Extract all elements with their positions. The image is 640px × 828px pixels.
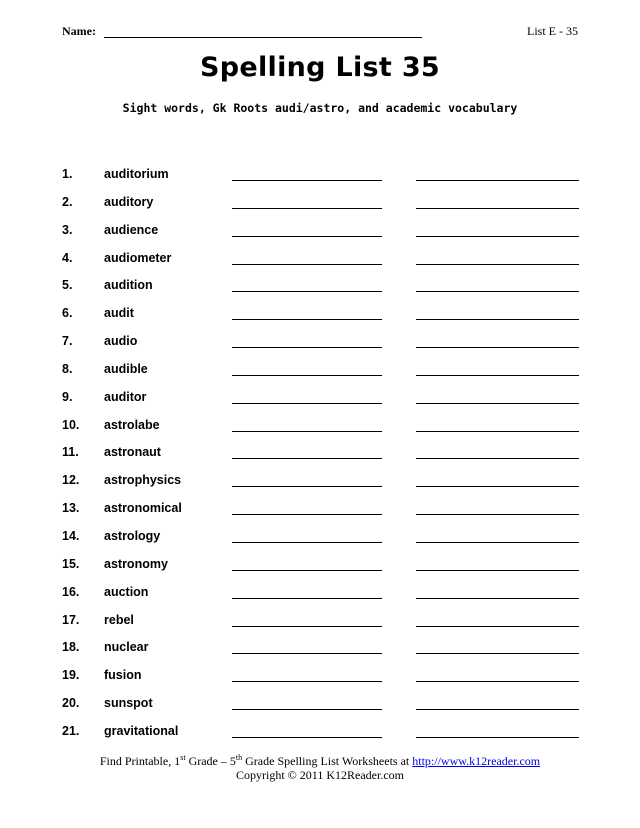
spelling-word: auditorium xyxy=(104,167,169,181)
word-number: 17. xyxy=(62,612,80,627)
list-id: List E - 35 xyxy=(527,24,578,38)
practice-line-1 xyxy=(232,375,382,376)
practice-line-2 xyxy=(416,486,579,487)
name-blank-line xyxy=(104,37,422,38)
practice-line-1 xyxy=(232,653,382,654)
spelling-word: audio xyxy=(104,334,138,349)
worksheet-header xyxy=(62,24,578,40)
spelling-word: audition xyxy=(104,278,153,293)
word-row xyxy=(0,529,640,557)
word-row xyxy=(0,195,640,223)
practice-line-2 xyxy=(416,375,579,376)
practice-line-1 xyxy=(232,264,382,265)
practice-line-1 xyxy=(232,431,382,432)
practice-line-1 xyxy=(232,709,382,710)
spelling-word: auditory xyxy=(104,194,154,209)
practice-line-2 xyxy=(416,598,579,599)
word-row xyxy=(0,362,640,390)
practice-line-1 xyxy=(232,514,382,515)
word-row xyxy=(0,251,640,279)
word-row xyxy=(0,696,640,724)
practice-line-2 xyxy=(416,180,579,181)
practice-line-2 xyxy=(416,570,579,571)
page-title: Spelling List 35 xyxy=(199,52,440,83)
spelling-word: audit xyxy=(104,306,134,321)
word-row xyxy=(0,585,640,613)
spelling-word: audible xyxy=(104,361,148,376)
practice-line-1 xyxy=(232,236,382,237)
practice-line-2 xyxy=(416,291,579,292)
k12reader-link[interactable]: http://www.k12reader.com xyxy=(412,754,541,768)
word-row xyxy=(0,613,640,641)
word-number: 1. xyxy=(62,167,73,181)
word-row xyxy=(0,445,640,473)
footer-find-line: Find Printable, 1st Grade – 5th Grade Spelling List Worksheets at http://www.k12reader.com xyxy=(99,753,541,768)
word-row xyxy=(0,306,640,334)
practice-line-2 xyxy=(416,264,579,265)
practice-line-1 xyxy=(232,347,382,348)
word-number: 8. xyxy=(62,361,73,376)
practice-line-2 xyxy=(416,653,579,654)
word-row xyxy=(0,557,640,585)
spelling-word: gravitational xyxy=(104,723,179,738)
word-row xyxy=(0,473,640,501)
copyright-line: Copyright © 2011 K12Reader.com xyxy=(236,768,404,782)
practice-line-2 xyxy=(416,319,579,320)
spelling-word: nuclear xyxy=(104,640,149,655)
spelling-word: sunspot xyxy=(104,696,153,711)
practice-line-2 xyxy=(416,542,579,543)
practice-line-1 xyxy=(232,681,382,682)
word-row xyxy=(0,418,640,446)
practice-line-2 xyxy=(416,458,579,459)
spelling-word: astrophysics xyxy=(104,473,182,488)
word-number: 13. xyxy=(62,501,80,516)
spelling-word: astronomy xyxy=(104,556,168,571)
spelling-word: astrolabe xyxy=(104,417,160,432)
word-number: 6. xyxy=(62,306,73,321)
word-number: 12. xyxy=(62,473,80,488)
practice-line-1 xyxy=(232,570,382,571)
spelling-word: rebel xyxy=(104,612,134,627)
practice-line-2 xyxy=(416,626,579,627)
practice-line-1 xyxy=(232,458,382,459)
word-number: 10. xyxy=(62,417,80,432)
practice-line-1 xyxy=(232,319,382,320)
word-number: 16. xyxy=(62,584,80,599)
spelling-word: audiometer xyxy=(104,250,172,265)
word-row xyxy=(0,167,640,195)
word-number: 9. xyxy=(62,389,73,404)
practice-line-1 xyxy=(232,486,382,487)
practice-line-2 xyxy=(416,737,579,738)
word-number: 5. xyxy=(62,278,73,293)
word-number: 11. xyxy=(62,445,79,460)
word-row xyxy=(0,223,640,251)
word-number: 21. xyxy=(62,723,80,738)
practice-line-2 xyxy=(416,347,579,348)
word-number: 18. xyxy=(62,640,80,655)
word-number: 15. xyxy=(62,556,80,571)
spelling-word-list xyxy=(0,167,640,752)
word-number: 4. xyxy=(62,250,73,265)
word-number: 3. xyxy=(62,222,73,237)
practice-line-1 xyxy=(232,291,382,292)
spelling-word: astronaut xyxy=(104,445,161,460)
spelling-word: auction xyxy=(104,584,149,599)
word-row xyxy=(0,501,640,529)
word-row xyxy=(0,278,640,306)
word-row xyxy=(0,390,640,418)
word-number: 7. xyxy=(62,334,73,349)
name-label: Name: xyxy=(62,24,96,38)
word-row xyxy=(0,640,640,668)
practice-line-1 xyxy=(232,598,382,599)
page-subtitle: Sight words, Gk Roots audi/astro, and academic vocabulary xyxy=(122,101,518,115)
practice-line-1 xyxy=(232,737,382,738)
practice-line-1 xyxy=(232,208,382,209)
practice-line-2 xyxy=(416,403,579,404)
word-number: 20. xyxy=(62,696,80,711)
practice-line-2 xyxy=(416,681,579,682)
practice-line-1 xyxy=(232,626,382,627)
practice-line-2 xyxy=(416,431,579,432)
practice-line-2 xyxy=(416,514,579,515)
word-number: 14. xyxy=(62,528,80,543)
practice-line-2 xyxy=(416,709,579,710)
practice-line-1 xyxy=(232,403,382,404)
practice-line-2 xyxy=(416,236,579,237)
spelling-word: auditor xyxy=(104,389,147,404)
practice-line-1 xyxy=(232,542,382,543)
footer xyxy=(0,754,640,782)
word-row xyxy=(0,334,640,362)
spelling-word: audience xyxy=(104,222,159,237)
spelling-word: fusion xyxy=(104,668,142,683)
spelling-word: astrology xyxy=(104,528,161,543)
practice-line-1 xyxy=(232,180,382,181)
word-number: 2. xyxy=(62,194,73,209)
word-row xyxy=(0,668,640,696)
practice-line-2 xyxy=(416,208,579,209)
spelling-word: astronomical xyxy=(104,501,182,516)
word-row xyxy=(0,724,640,752)
word-number: 19. xyxy=(62,668,80,683)
